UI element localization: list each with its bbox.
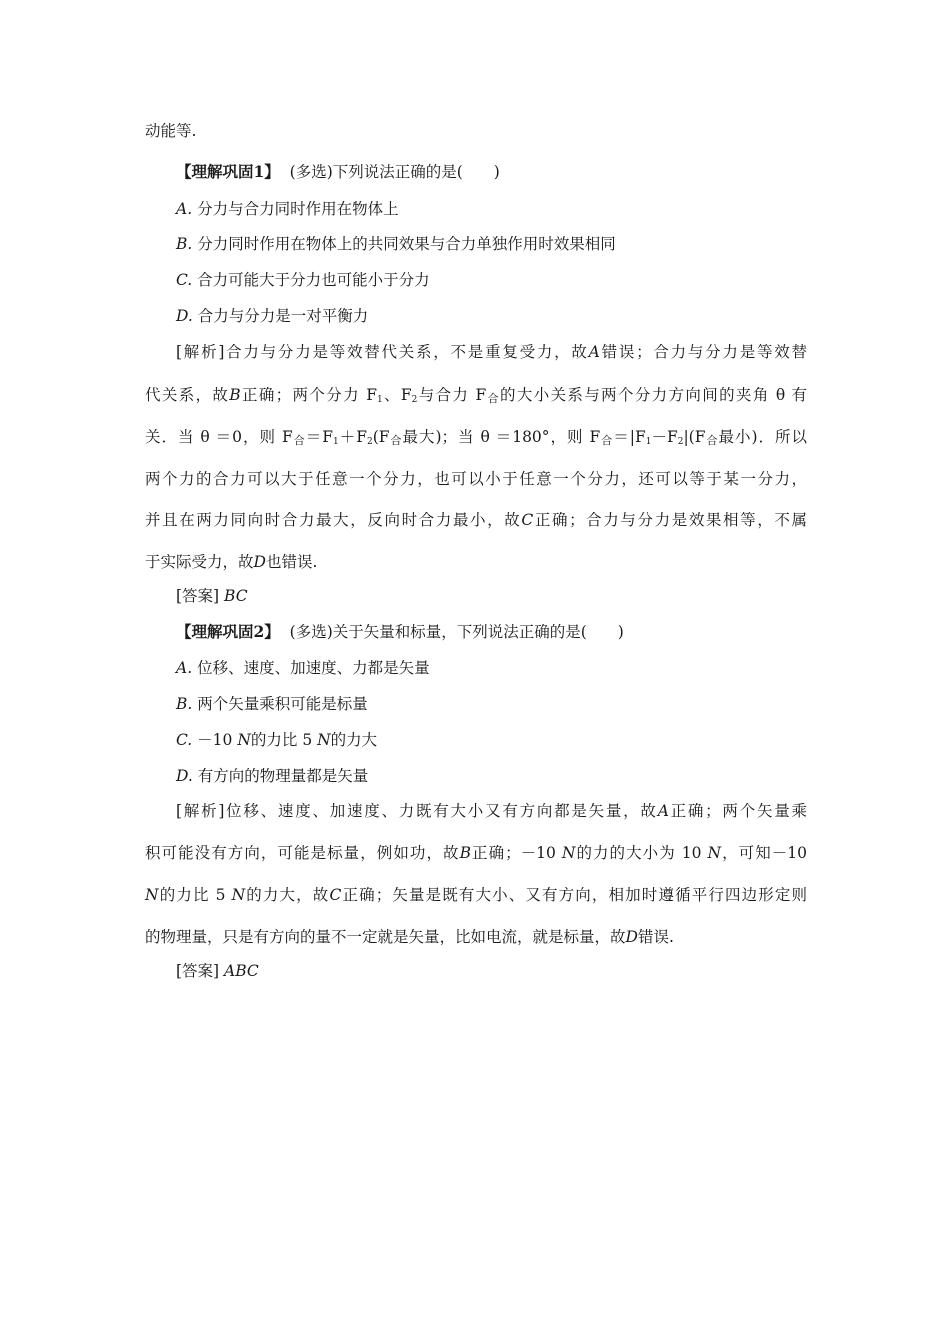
question-2-analysis-line-4: 的物理量，只是有方向的量不一定就是矢量，比如电流，就是标量，故D错误.: [145, 928, 674, 946]
question-1-analysis-line-2: 代关系，故B正确；两个分力 $F_1$、$F_2$与合力 $F_合$的大小关系与两个分力方向间的夹角 θ 有: [145, 386, 807, 405]
question-2-analysis-line-3: N的力比 5 N的力大，故C正确；矢量是既有大小、又有方向，相加时遵循平行四边形定则: [145, 886, 807, 904]
question-2-analysis-line-2: 积可能没有方向，可能是标量，例如功，故B正确；－10 N的力的大小为 10 N，可知－10: [145, 844, 807, 862]
question-1-option-b: B. 分力同时作用在物体上的共同效果与合力单独作用时效果相同: [176, 235, 616, 253]
question-1-option-d: D. 合力与分力是一对平衡力: [176, 307, 369, 325]
question-1-analysis-line-4: 两个力的合力可以大于任意一个分力，也可以小于任意一个分力，还可以等于某一分力，: [145, 470, 807, 488]
question-2-option-b: B. 两个矢量乘积可能是标量: [176, 695, 368, 713]
question-2-tag: 【理解巩固2】: [176, 622, 280, 641]
continuation-text: 动能等.: [145, 122, 197, 140]
question-2-option-a: A. 位移、速度、加速度、力都是矢量: [176, 659, 430, 677]
question-2-heading: [176, 622, 624, 642]
question-1-analysis-line-5: 并且在两力同向时合力最大，反向时合力最小，故C正确；合力与分力是效果相等，不属: [145, 511, 807, 529]
question-1-stem: (多选)下列说法正确的是( ): [289, 163, 500, 181]
question-2-answer-value: ABC: [224, 962, 259, 980]
question-1-analysis-line-1: [解析]合力与分力是等效替代关系，不是重复受力，故A错误；合力与分力是等效替: [176, 343, 807, 361]
question-2-answer: [答案] ABC: [176, 962, 259, 980]
question-1-answer-value: BC: [224, 587, 248, 605]
question-2-option-c: C. －10 N的力比 5 N的力大: [176, 731, 378, 749]
question-2-analysis-line-1: [解析]位移、速度、加速度、力既有大小又有方向都是矢量，故A正确；两个矢量乘: [176, 802, 807, 820]
question-2-option-d: D. 有方向的物理量都是矢量: [176, 767, 369, 785]
question-1-option-a: A. 分力与合力同时作用在物体上: [176, 200, 399, 218]
question-1-analysis-line-6: 于实际受力，故D也错误.: [145, 553, 318, 571]
question-1-option-c: C. 合力可能大于分力也可能小于分力: [176, 271, 430, 289]
question-1-answer: [答案] BC: [176, 587, 248, 605]
question-1-tag: 【理解巩固1】: [176, 162, 280, 181]
question-2-stem: (多选)关于矢量和标量，下列说法正确的是( ): [289, 623, 624, 641]
question-1-analysis-line-3: 关．当 θ ＝0，则 $F_合=F_1+F_2(F_合$最大)；当 θ ＝180°，则 $F_合=|F_1-F_2|(F_合$最小)．所以: [145, 428, 808, 447]
question-1-heading: [176, 162, 500, 182]
